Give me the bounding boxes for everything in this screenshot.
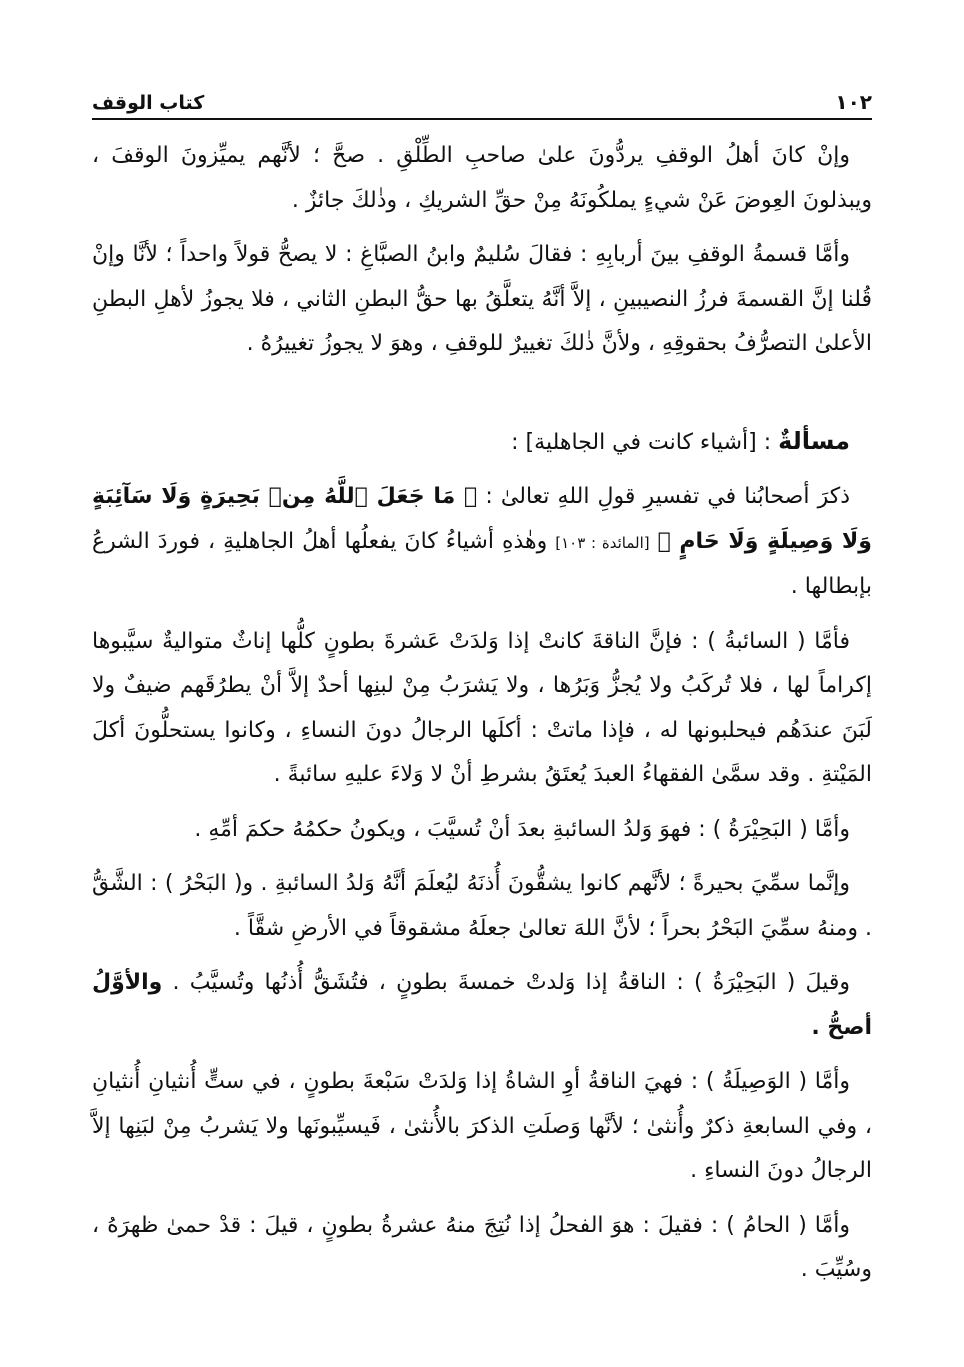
paragraph xyxy=(92,475,872,610)
paragraph: وإنَّما سمِّيَ بحيرةً ؛ لأنَّهم كانوا يشقُّونَ أُذنَهُ ليُعلَمَ أنَّهُ وَلدُ السائبةِ . و( البَحْرُ ) : الشَّقُّ . ومنهُ سمِّيَ البَحْرُ بحراً ؛ لأنَّ اللهَ تعالىٰ جعلَهُ مشقوقاً في الأرضِ شقَّاً . xyxy=(92,871,872,941)
verse-reference: [المائدة : ١٠٣] xyxy=(555,533,650,552)
issue-heading xyxy=(92,419,872,466)
issue-label: مسألةٌ xyxy=(778,426,850,455)
paragraph: فأمَّا ( السائبةُ ) : فإنَّ الناقةَ كانتْ إذا وَلدَتْ عَشرةَ بطونٍ كلُّها إناثٌ متواليةٌ سيَّبوها إكراماً لها ، فلا تُركَبُ ولا يُجزُّ وَبَرُها ، ولا يَشرَبُ مِنْ لبنِها أحدٌ إلاَّ أنْ يطرُقَهم ضيفٌ ولا لَبَنَ عندَهُم فيحلبونها له ، فإذا ماتتْ : أكلَها الرجالُ دونَ النساءِ ، وكانوا يستحلُّونَ أكلَ المَيْتةِ . وقد سمَّىٰ الفقهاءُ العبدَ يُعتَقُ بشرطِ أنْ لا وَلاءَ عليهِ سائبةً . xyxy=(92,628,872,787)
paragraph: وإنْ كانَ أهلُ الوقفِ يردُّونَ علىٰ صاحبِ الطِّلْقِ . صحَّ ؛ لأنَّهم يميِّزونَ الوقفَ ، ويبذلونَ العِوضَ عَنْ شيءٍ يملكُونَهُ مِنْ حقِّ الشريكِ ، وذٰلكَ جائزٌ . xyxy=(92,143,872,213)
page-content xyxy=(92,134,872,1293)
running-header xyxy=(92,78,872,120)
paragraph: وأمَّا قسمةُ الوقفِ بينَ أربابِهِ : فقالَ سُليمٌ وابنُ الصبَّاغِ : لا يصحُّ قولاً واحداً ؛ لأنَّا وإنْ قُلنا إنَّ القسمةَ فرزُ النصيبينِ ، إلاَّ أنَّهُ يتعلَّقُ بها حقُّ البطنِ الثاني ، فلا يجوزُ لأهلِ البطنِ الأعلىٰ التصرُّفُ بحقوقِهِ ، ولأنَّ ذٰلكَ تغييرٌ للوقفِ ، وهوَ لا يجوزُ تغييرُهُ . xyxy=(92,242,872,356)
paragraph: وأمَّا ( الوَصِيلَةُ ) : فهيَ الناقةُ أوِ الشاةُ إذا وَلدَتْ سَبْعةَ بطونٍ ، في ستٍّ أُنثيانِ أُنثيانِ ، وفي السابعةِ ذكرٌ وأُنثىٰ ؛ لأنَّها وَصلَتِ الذكرَ بالأُنثىٰ ، فَيسيِّبونَها ولا يَشربُ مِنْ لبَنِها إلاَّ الرجالُ دونَ النساءِ . xyxy=(92,1069,872,1183)
preferred-opinion: والأوَّلُ أصحُّ . xyxy=(92,970,872,1040)
paragraph xyxy=(92,961,872,1050)
quran-verse: ﴿ مَا جَعَلَ ٱللَّهُ مِنۢ بَحِيرَةٍ وَلَا سَآئِبَةٍ وَلَا وَصِيلَةٍ وَلَا حَامٍ ﴾ xyxy=(92,484,872,554)
header-title: كتاب الوقف xyxy=(92,92,205,114)
page-number: ١٠٢ xyxy=(835,90,872,114)
paragraph: وأمَّا ( الحامُ ) : فقيلَ : هوَ الفحلُ إذا نُتِجَ منهُ عشرةُ بطونٍ ، قيلَ : قدْ حمىٰ ظهرَهُ ، وسُيِّبَ . xyxy=(92,1212,872,1282)
issue-title: : [أشياء كانت في الجاهلية] : xyxy=(511,429,772,455)
paragraph-text: وقيلَ ( البَحِيْرَةُ ) : الناقةُ إذا وَلدتْ خمسةَ بطونٍ ، فتُشَقُّ أُذنُها وتُسيَّبُ . xyxy=(172,970,850,995)
book-page xyxy=(92,78,872,1327)
paragraph-text: ذكرَ أصحابُنا في تفسيرِ قولِ اللهِ تعالىٰ : xyxy=(485,484,851,509)
paragraph-text: وهٰذهِ أشياءُ كانَ يفعلُها أهلُ الجاهليةِ ، فوردَ الشرعُ بإبطالها . xyxy=(92,528,872,599)
paragraph: وأمَّا ( البَحِيْرَةُ ) : فهوَ وَلدُ السائبةِ بعدَ أنْ تُسيَّبَ ، ويكونُ حكمُهُ حكمَ أمِّهِ . xyxy=(194,816,850,842)
